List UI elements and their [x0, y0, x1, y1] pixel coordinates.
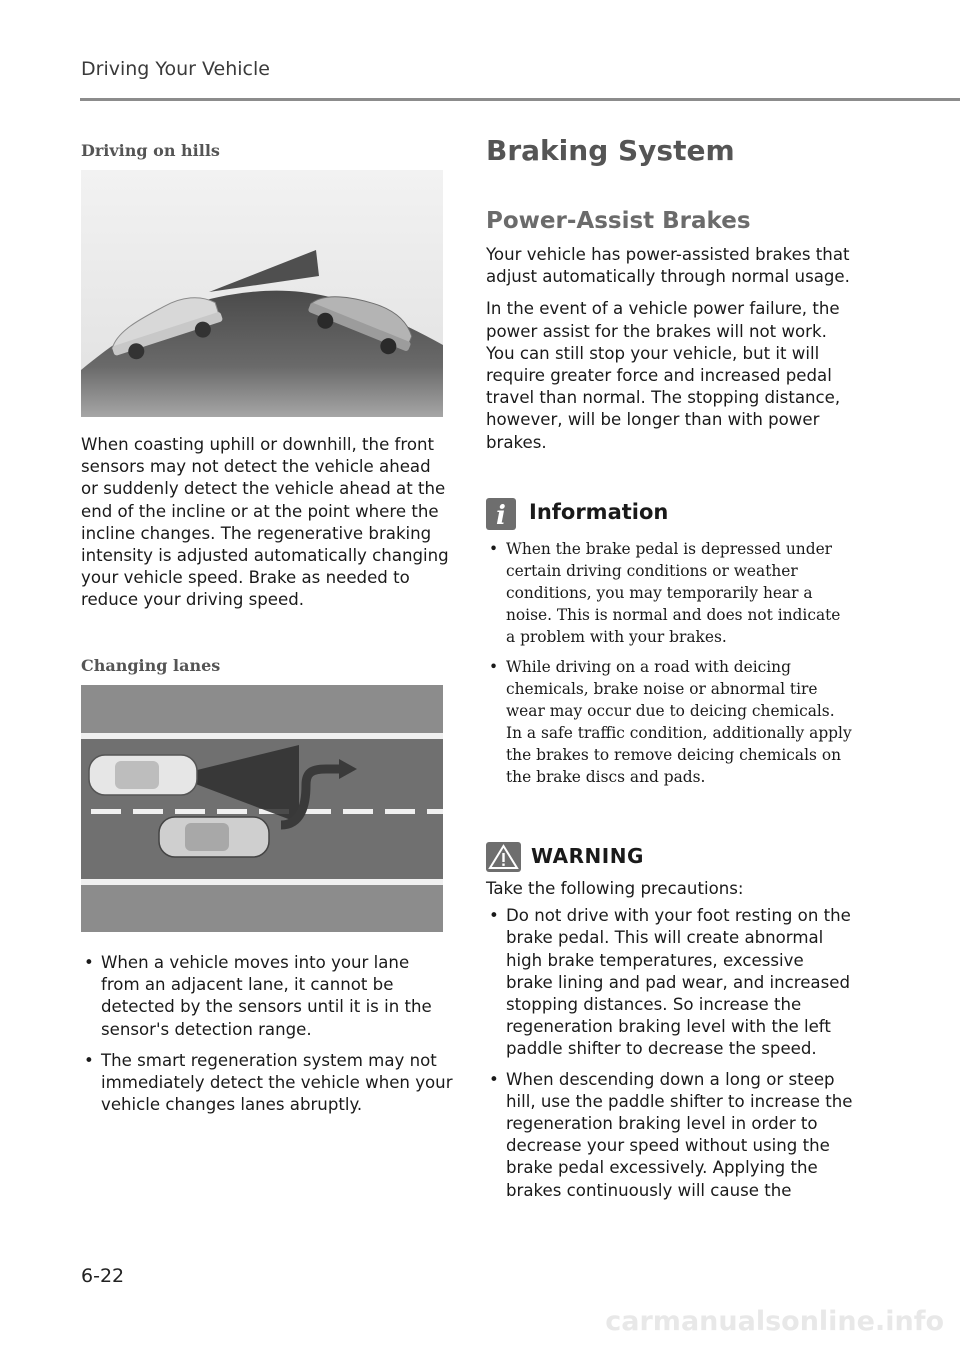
header-title: Driving Your Vehicle	[81, 58, 270, 80]
info-bullet-2: • While driving on a road with deicing chemicals, brake noise or abnormal tire wear may occur due to deicing chemicals. In a safe traffic condition, additionally apply the brakes to remove deicing chemicals on the brake discs and pads.	[486, 656, 852, 788]
brakes-paragraph-2: In the event of a vehicle power failure, the power assist for the brakes will not work. You can still stop your vehicle, but it will require greater force and increased pedal travel than normal. The stopping distance, however, will be longer than with power brakes.	[486, 299, 841, 452]
page-number: 6-22	[81, 1265, 125, 1287]
lanes-figure	[81, 685, 443, 932]
warning-icon	[486, 842, 521, 872]
info-bullets	[486, 538, 852, 796]
section-title: Braking System	[486, 134, 735, 167]
svg-text:i: i	[496, 501, 506, 530]
warning-bullet-1: • Do not drive with your foot resting on the brake pedal. This will create abnormal high brake temperatures, excessive brake lining and pad wear, and increased stopping distances. So increase the regeneration braking level with the left paddle shifter to decrease the speed.	[486, 905, 854, 1060]
warning-intro: Take the following precautions:	[486, 879, 744, 898]
brakes-paragraph-1: Your vehicle has power-assisted brakes that adjust automatically through normal usage.	[486, 245, 850, 287]
subsection-title: Power-Assist Brakes	[486, 208, 751, 234]
hills-text: When coasting uphill or downhill, the front sensors may not detect the vehicle ahead or suddenly detect the vehicle ahead at the end of the incline or at the point where the incline changes. The regenerative braking intensity is adjusted automatically changing your vehicle speed. Brake as needed to reduce your driving speed.	[81, 435, 449, 610]
lanes-bullets	[81, 952, 453, 1116]
warning-bullet-2: • When descending down a long or steep hill, use the paddle shifter to increase the regeneration braking level in order to decrease your speed without using the brake pedal excessively. Applying the brakes continuously will cause the	[486, 1069, 854, 1202]
watermark: carmanualsonline.info	[605, 1306, 944, 1337]
lanes-bullet-1: • When a vehicle moves into your lane from an adjacent lane, it cannot be detected by the sensors until it is in the sensor's detection range.	[81, 952, 453, 1041]
lanes-illustration	[81, 685, 443, 932]
hills-paragraph	[81, 434, 451, 612]
hills-heading: Driving on hills	[81, 141, 220, 160]
warning-title: WARNING	[531, 844, 644, 868]
lanes-bullet-2: • The smart regeneration system may not immediately detect the vehicle when your vehicle changes lanes abruptly.	[81, 1050, 453, 1117]
info-title: Information	[529, 500, 669, 524]
lanes-heading: Changing lanes	[81, 656, 221, 675]
warning-body	[486, 878, 854, 1202]
header-rule	[80, 98, 960, 101]
car-own-lane	[89, 755, 197, 795]
brakes-paragraphs	[486, 244, 852, 454]
hills-figure	[81, 170, 443, 417]
info-icon	[486, 498, 516, 530]
hills-illustration	[81, 170, 443, 417]
info-bullet-1: • When the brake pedal is depressed under certain driving conditions or weather conditions, you may temporarily hear a noise. This is normal and does not indicate a problem with your brakes.	[486, 538, 852, 648]
car-adjacent-lane	[159, 817, 269, 857]
